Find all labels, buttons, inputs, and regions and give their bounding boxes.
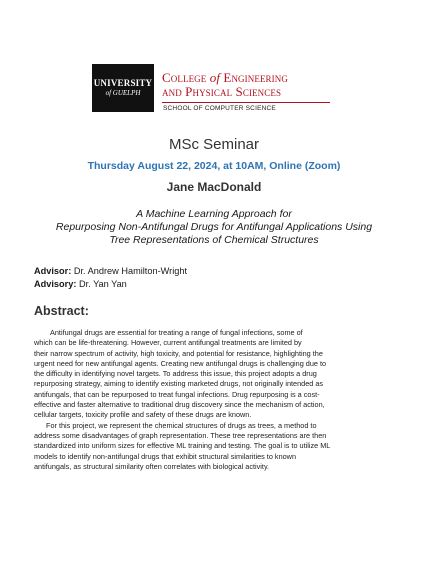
presenter-name: Jane MacDonald bbox=[166, 180, 262, 194]
abstract-body bbox=[34, 328, 396, 472]
advisor-name: Dr. Andrew Hamilton-Wright bbox=[73, 266, 188, 276]
event-date-line: Thursday August 22, 2024, at 10AM, Online (Zoom) bbox=[87, 160, 341, 172]
college-name bbox=[162, 71, 362, 99]
abstract-line: Antifungal drugs are essential for treating a range of fungal infections, some of bbox=[50, 328, 303, 337]
abstract-line: For this project, we represent the chemical structures of drugs as trees, a method to bbox=[46, 420, 317, 430]
abstract-line: cellular targets, toxicity profile and safety of these drugs are known. bbox=[34, 410, 252, 420]
college-word-college: College bbox=[162, 70, 207, 85]
talk-title bbox=[40, 208, 388, 247]
abstract-line: models to identify non-antifungal drugs that exhibit structural similarities to known bbox=[34, 451, 297, 461]
college-name-line2: and Physical Sciences bbox=[162, 84, 282, 99]
advisory-label: Advisory: bbox=[34, 278, 77, 289]
abstract-line: their narrow spectrum of activity, high toxicity, and potential for resistance, highlighting the bbox=[34, 348, 323, 358]
header-divider bbox=[162, 102, 330, 103]
abstract-line: the difficulty in identifying novel targets. To address this issue, this project adopts a drug bbox=[34, 369, 317, 379]
abstract-line: antifungals, as structural similarity often correlates with biological activity. bbox=[34, 461, 270, 471]
college-name-line1 bbox=[162, 71, 362, 85]
abstract-heading: Abstract: bbox=[34, 304, 89, 318]
talk-title-line: Repurposing Non-Antifungal Drugs for Antifungal Applications Using bbox=[55, 221, 373, 233]
advisor-block bbox=[34, 265, 187, 290]
university-logo bbox=[92, 64, 154, 112]
abstract-line: effective and faster alternative to traditional drug discovery since the mechanism of action, bbox=[34, 400, 325, 410]
abstract-line: urgent need for new antifungal agents. Creating new antifungal drugs is challenging due to bbox=[34, 358, 327, 368]
talk-title-line: A Machine Learning Approach for bbox=[136, 208, 292, 220]
abstract-line: standardized into uniform sizes for effective ML training and testing. The goal is to utilize ML bbox=[34, 441, 331, 451]
logo-text-university: UNIVERSITY bbox=[93, 78, 153, 88]
talk-title-line: Tree Representations of Chemical Structures bbox=[109, 234, 319, 246]
abstract-line: antifungals, that can be repurposed to treat fungal infections. Drug repurposing is a cost- bbox=[34, 389, 320, 399]
abstract-line: repurposing strategy, aiming to identify existing marketed drugs, not originally intended as bbox=[34, 379, 324, 389]
advisor-label: Advisor: bbox=[34, 266, 72, 276]
college-word-engineering: Engineering bbox=[223, 70, 288, 85]
seminar-title: MSc Seminar bbox=[168, 136, 260, 153]
school-name: SCHOOL OF COMPUTER SCIENCE bbox=[163, 105, 276, 112]
advisor-row bbox=[34, 265, 187, 278]
abstract-line: address some disadvantages of graph representation. These tree representations are then bbox=[34, 430, 327, 440]
advisory-row bbox=[34, 278, 187, 291]
abstract-line: which can be life-threatening. However, current antifungal treatments are limited by bbox=[34, 338, 302, 348]
advisory-name: Dr. Yan Yan bbox=[78, 278, 127, 289]
college-word-of: of bbox=[209, 70, 221, 85]
logo-text-guelph: of GUELPH bbox=[105, 89, 141, 97]
